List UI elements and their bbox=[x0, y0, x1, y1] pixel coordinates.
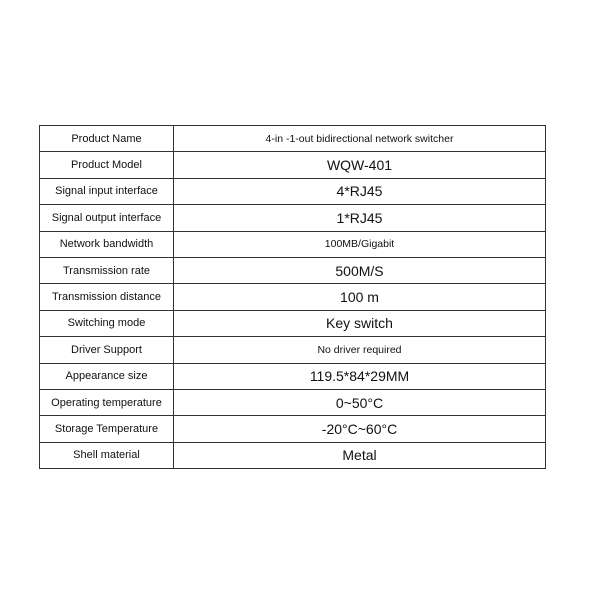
spec-label: Driver Support bbox=[40, 337, 174, 363]
spec-row bbox=[40, 337, 546, 363]
spec-row bbox=[40, 416, 546, 442]
spec-label: Product Model bbox=[40, 152, 174, 178]
spec-value: 4*RJ45 bbox=[174, 178, 546, 204]
spec-value: 100MB/Gigabit bbox=[174, 231, 546, 257]
spec-row bbox=[40, 152, 546, 178]
spec-value: Key switch bbox=[174, 310, 546, 336]
spec-row bbox=[40, 442, 546, 468]
spec-row bbox=[40, 310, 546, 336]
spec-row bbox=[40, 257, 546, 283]
spec-row bbox=[40, 205, 546, 231]
spec-label: Appearance size bbox=[40, 363, 174, 389]
spec-row bbox=[40, 363, 546, 389]
spec-label: Operating temperature bbox=[40, 389, 174, 415]
spec-label: Transmission rate bbox=[40, 257, 174, 283]
spec-table bbox=[39, 125, 546, 469]
spec-value: 0~50°C bbox=[174, 389, 546, 415]
spec-value: 119.5*84*29MM bbox=[174, 363, 546, 389]
spec-value: 500M/S bbox=[174, 257, 546, 283]
spec-row bbox=[40, 231, 546, 257]
spec-label: Transmission distance bbox=[40, 284, 174, 310]
spec-label: Shell material bbox=[40, 442, 174, 468]
spec-label: Product Name bbox=[40, 126, 174, 152]
spec-row bbox=[40, 284, 546, 310]
spec-value: Metal bbox=[174, 442, 546, 468]
spec-label: Storage Temperature bbox=[40, 416, 174, 442]
spec-label: Network bandwidth bbox=[40, 231, 174, 257]
spec-value: No driver required bbox=[174, 337, 546, 363]
spec-value: 100 m bbox=[174, 284, 546, 310]
spec-row bbox=[40, 389, 546, 415]
spec-row bbox=[40, 126, 546, 152]
spec-label: Switching mode bbox=[40, 310, 174, 336]
spec-value: 4-in -1-out bidirectional network switcher bbox=[174, 126, 546, 152]
spec-table-body bbox=[40, 126, 546, 469]
spec-value: WQW-401 bbox=[174, 152, 546, 178]
spec-label: Signal output interface bbox=[40, 205, 174, 231]
spec-value: 1*RJ45 bbox=[174, 205, 546, 231]
spec-row bbox=[40, 178, 546, 204]
spec-label: Signal input interface bbox=[40, 178, 174, 204]
spec-value: -20°C~60°C bbox=[174, 416, 546, 442]
